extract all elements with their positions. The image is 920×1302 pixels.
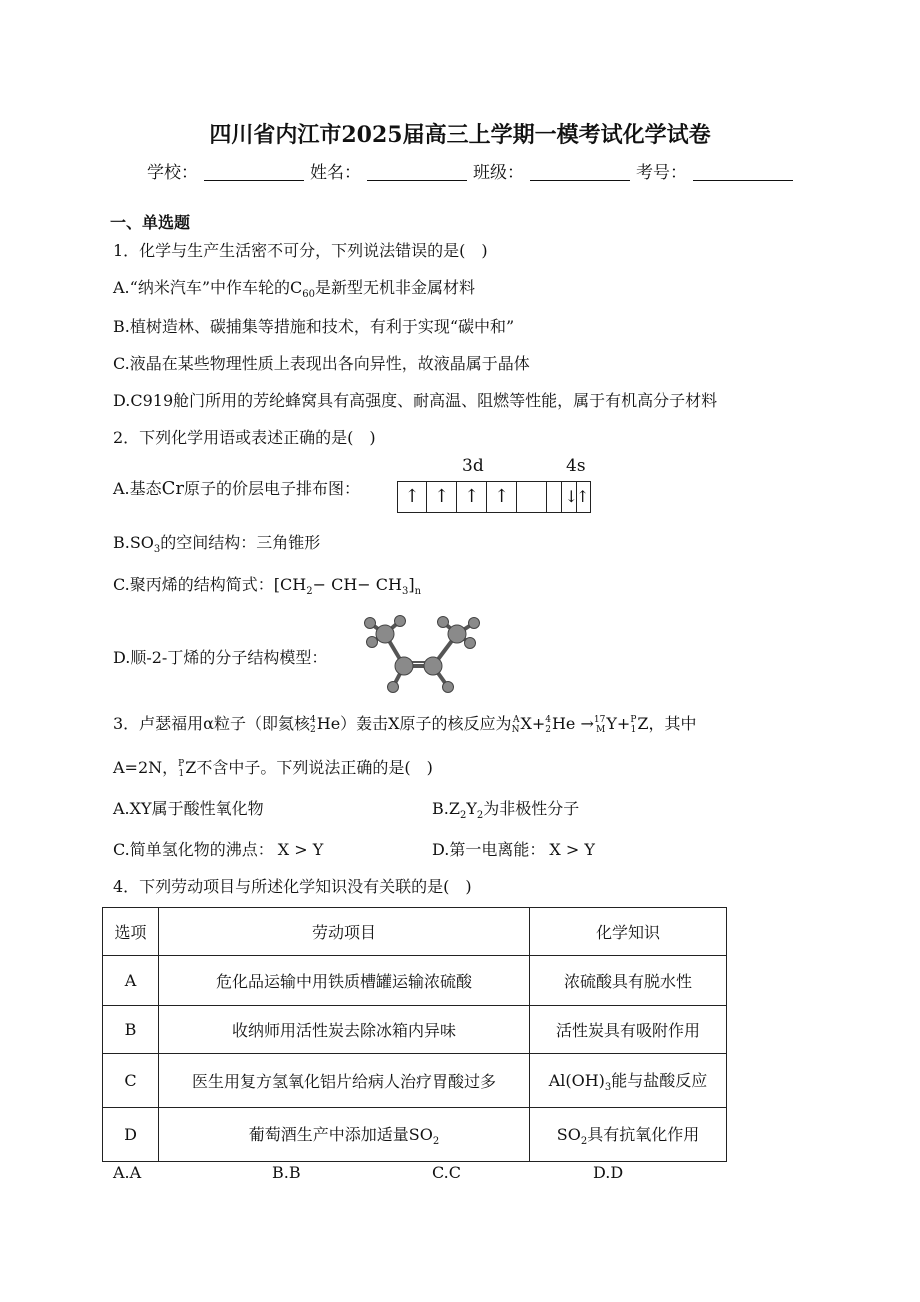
q2-b-text-post: 的空间结构：三角锥形 <box>160 533 321 552</box>
q2-b-text: B.SO <box>113 533 154 552</box>
class-blank[interactable] <box>530 164 630 181</box>
name-label: 姓名： <box>310 163 361 183</box>
table-header-row <box>103 908 727 956</box>
cell-option: A <box>103 956 159 1006</box>
nuclide-symbol: He → <box>551 714 594 733</box>
nuclide: P 1 <box>630 714 637 735</box>
orbital-box: ↑ <box>427 481 457 513</box>
school-label: 学校： <box>147 163 198 183</box>
orbital-box <box>517 481 547 513</box>
page-title: 四川省内江市2025届高三上学期一模考试化学试卷 <box>209 122 711 148</box>
q3-option-c: C.简单氢化物的沸点： X > Y <box>113 840 324 859</box>
q3-text: ，其中 <box>648 714 697 733</box>
table-header: 化学知识 <box>530 908 727 956</box>
q4-answer-a: A.A <box>113 1163 142 1182</box>
nuclide: 17 M <box>593 714 606 735</box>
table-header: 劳动项目 <box>159 908 530 956</box>
q2-c-text: C.聚丙烯的结构简式： <box>113 575 274 594</box>
q2-option-b <box>113 530 320 555</box>
q3-text: A=2N， <box>113 758 179 777</box>
cell-project: 医生用复方氢氧化铝片给病人治疗胃酸过多 <box>159 1054 530 1108</box>
label-3d: 3d <box>462 456 484 476</box>
label-4s: 4s <box>566 456 586 476</box>
q3-option-d: D.第一电离能： X > Y <box>432 840 595 859</box>
q1-a-text: A.“纳米汽车”中作车轮的C <box>113 278 303 297</box>
cell-knowledge: 浓硫酸具有脱水性 <box>530 956 727 1006</box>
info-line <box>147 158 799 183</box>
cell-knowledge: 活性炭具有吸附作用 <box>530 1006 727 1054</box>
table-row <box>103 1006 727 1054</box>
q3-line1 <box>113 711 697 735</box>
nuclide: A N <box>511 714 520 735</box>
q2-stem: 2．下列化学用语或表述正确的是( ) <box>113 428 376 447</box>
nuclide-symbol: He <box>316 714 341 733</box>
q4-answer-c: C.C <box>432 1163 461 1182</box>
section-heading: 一、单选题 <box>110 213 191 232</box>
cell-knowledge: $SO_2$具有抗氧化作用 <box>530 1108 727 1162</box>
orbital-box: ↑ <box>487 481 517 513</box>
cell-option: B <box>103 1006 159 1054</box>
orbital-box-4s: ↓↑ <box>561 481 591 513</box>
nuclide-symbol: Z <box>185 758 197 777</box>
number-blank[interactable] <box>693 164 793 181</box>
q2-a-text-post: 原子的价层电子排布图： <box>184 479 361 498</box>
nuclide: P 1 <box>178 758 185 779</box>
q1-a-text-post: 是新型无机非金属材料 <box>314 278 475 297</box>
cell-project: 收纳师用活性炭去除冰箱内异味 <box>159 1006 530 1054</box>
q1-option-b: B.植树造林、碳捕集等措施和技术，有利于实现“碳中和” <box>113 317 515 336</box>
q3-option-a: A.XY属于酸性氧化物 <box>113 799 264 818</box>
q3-text: ）轰击X原子的核反应为 <box>340 714 512 733</box>
q4-answer-d: D.D <box>593 1163 624 1182</box>
cell-option: C <box>103 1054 159 1108</box>
formula-bracket: ] <box>408 575 415 594</box>
q2-a-text: A.基态 <box>113 479 162 498</box>
q4-table <box>102 907 727 1162</box>
table-header: 选项 <box>103 908 159 956</box>
nuclide-symbol: Z <box>637 714 649 733</box>
atoms <box>365 616 480 693</box>
q3-text: 不含中子。下列说法正确的是( ) <box>196 758 433 777</box>
table-row <box>103 1054 727 1108</box>
q2-option-a <box>113 476 360 499</box>
q2-option-c <box>113 572 421 597</box>
formula-mid: − CH− CH <box>312 575 402 594</box>
nuclide: 4 2 <box>310 714 316 735</box>
class-label: 班级： <box>473 163 524 183</box>
q3-line2 <box>113 755 433 779</box>
polymer-formula: [CH <box>273 575 307 594</box>
q1-option-c: C.液晶在某些物理性质上表现出各向异性，故液晶属于晶体 <box>113 354 530 373</box>
formula-sub: 2 <box>306 586 313 597</box>
q3-text: 3．卢瑟福用α粒子（即氦核 <box>113 714 310 733</box>
q1-option-d: D.C919舱门所用的芳纶蜂窝具有高强度、耐高温、阻燃等性能，属于有机高分子材料 <box>113 391 718 410</box>
name-blank[interactable] <box>367 164 467 181</box>
q1-option-a <box>113 275 475 300</box>
table-row <box>103 956 727 1006</box>
school-blank[interactable] <box>204 164 304 181</box>
q2-a-element: Cr <box>161 478 185 499</box>
q2-b-sub: 3 <box>153 544 161 555</box>
q3-option-b: $B.Z_2Y_2$为非极性分子 <box>432 799 580 821</box>
q1-a-sub: 60 <box>302 289 315 300</box>
q4-answer-b: B.B <box>272 1163 301 1182</box>
nuclide-symbol: Y+ <box>606 714 631 733</box>
cell-project: 葡萄酒生产中添加适量$SO_2$ <box>159 1108 530 1162</box>
orbital-box: ↑ <box>397 481 427 513</box>
q2-option-d: D.顺-2-丁烯的分子结构模型： <box>113 648 328 667</box>
orbital-diagram-3d <box>397 481 577 513</box>
orbital-diagram-4s <box>561 481 591 513</box>
table-row <box>103 1108 727 1162</box>
cell-knowledge: $Al(OH)_3$能与盐酸反应 <box>530 1054 727 1108</box>
number-label: 考号： <box>636 163 687 183</box>
nuclide-symbol: X+ <box>520 714 546 733</box>
formula-n: n <box>414 586 422 597</box>
butene-molecule-model <box>352 610 492 700</box>
orbital-box: ↑ <box>457 481 487 513</box>
nuclide: 4 2 <box>545 714 551 735</box>
q4-stem: 4．下列劳动项目与所述化学知识没有关联的是( ) <box>113 877 472 896</box>
cell-option: D <box>103 1108 159 1162</box>
q1-stem: 1．化学与生产生活密不可分，下列说法错误的是( ) <box>113 241 488 260</box>
formula-sub: 3 <box>401 586 409 597</box>
cell-project: 危化品运输中用铁质槽罐运输浓硫酸 <box>159 956 530 1006</box>
